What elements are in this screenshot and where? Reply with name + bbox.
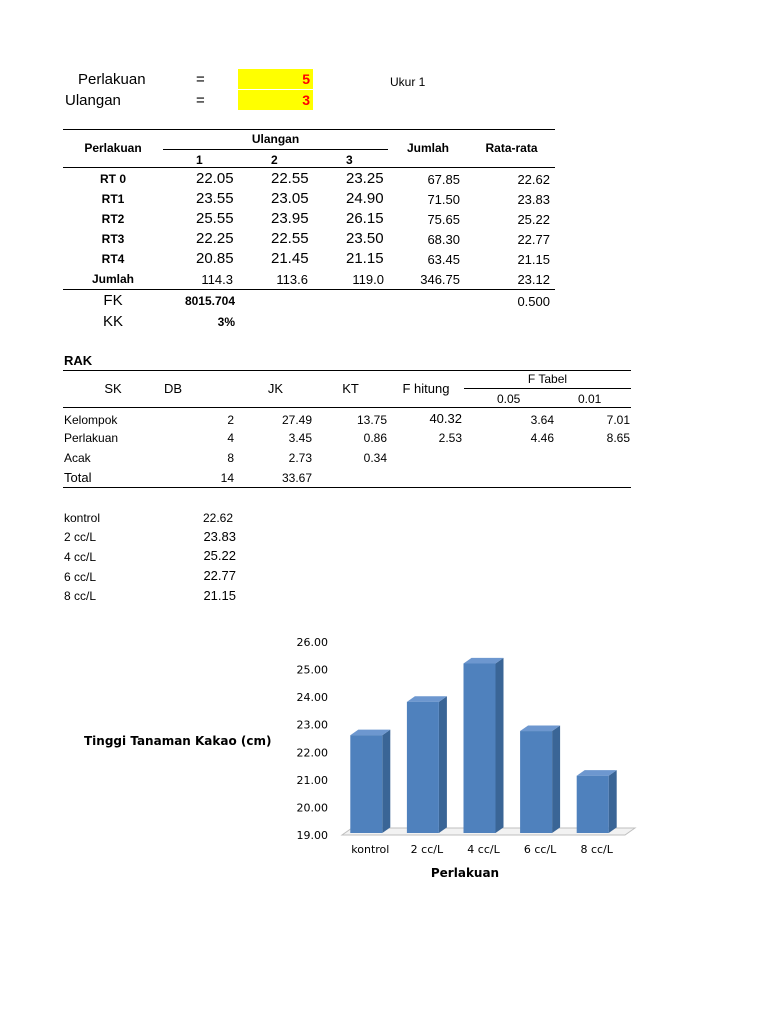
- cell-rata-rata: 25.22: [517, 212, 550, 227]
- summary-label: 6 cc/L: [64, 570, 97, 584]
- cell-rata-rata: 22.77: [517, 232, 550, 247]
- ulangan-underline: [163, 149, 388, 150]
- cell-u3: 23.25: [346, 170, 384, 187]
- summary-label: 2 cc/L: [64, 530, 97, 544]
- row-label: RT 0: [99, 172, 126, 186]
- cell-f001: 8.65: [606, 431, 630, 445]
- rak-bottom-border: [63, 487, 631, 488]
- bar-side: [609, 770, 617, 833]
- row-label: RT1: [101, 192, 125, 206]
- ulangan-value-cell[interactable]: [238, 90, 313, 110]
- total-u3: 119.0: [352, 272, 384, 287]
- x-tick-label: 8 cc/L: [580, 843, 613, 856]
- header-sk: SK: [104, 381, 122, 396]
- total-u2: 113.6: [276, 272, 308, 287]
- ulangan-equals: =: [196, 92, 205, 109]
- cell-db: 8: [227, 451, 234, 465]
- y-tick-label: 20.00: [296, 801, 328, 815]
- header-u1: 1: [196, 153, 203, 167]
- cell-jk: 2.73: [288, 451, 312, 465]
- cell-jk: 33.67: [281, 471, 312, 485]
- header-u3: 3: [346, 153, 353, 167]
- header-kt: KT: [342, 381, 359, 396]
- bar-chart: [280, 625, 650, 890]
- header-f005: 0.05: [497, 392, 521, 406]
- x-tick-label: 6 cc/L: [523, 843, 557, 856]
- kk-label: KK: [102, 313, 123, 330]
- cell-f005: 4.46: [530, 431, 554, 445]
- cell-u1: 22.25: [196, 230, 234, 247]
- header-rata-rata: Rata-rata: [485, 141, 538, 155]
- bar-side: [496, 658, 504, 833]
- cell-sk: Perlakuan: [64, 431, 119, 445]
- y-tick-label: 21.00: [296, 773, 328, 787]
- cell-jk: 3.45: [288, 431, 312, 445]
- total-u1: 114.3: [201, 272, 233, 287]
- cell-kt: 0.34: [363, 451, 387, 465]
- bar-side: [552, 725, 560, 833]
- total-rata-rata: 23.12: [517, 272, 550, 287]
- summary-value: 22.62: [202, 511, 233, 525]
- x-tick-label: 2 cc/L: [410, 843, 444, 856]
- row-label: RT3: [101, 232, 125, 246]
- cell-rata-rata: 22.62: [517, 172, 550, 187]
- header-jk: JK: [267, 381, 284, 396]
- header-u2: 2: [271, 153, 278, 167]
- cell-u1: 23.55: [196, 190, 234, 207]
- cell-u3: 23.50: [346, 230, 384, 247]
- cell-db: 2: [227, 413, 234, 427]
- summary-value: 23.83: [203, 529, 236, 544]
- rak-title: RAK: [64, 353, 93, 368]
- ftabel-underline: [464, 388, 631, 389]
- x-tick-label: 4 cc/L: [467, 843, 500, 856]
- bar: [464, 664, 496, 833]
- cell-f005: 3.64: [530, 413, 554, 427]
- ukur-label: Ukur 1: [390, 75, 426, 89]
- y-tick-label: 25.00: [296, 663, 328, 677]
- summary-value: 25.22: [203, 548, 236, 563]
- fk-label: FK: [103, 292, 123, 309]
- cell-jumlah: 67.85: [427, 172, 460, 187]
- perlakuan-equals: =: [196, 71, 205, 88]
- bar: [520, 731, 552, 833]
- y-tick-label: 24.00: [296, 691, 328, 705]
- rak-top-border: [63, 370, 631, 371]
- cell-sk: Total: [64, 470, 92, 485]
- cell-kt: 13.75: [356, 413, 387, 427]
- fk-value: 8015.704: [184, 294, 235, 308]
- total-jumlah: 346.75: [420, 272, 460, 287]
- bar: [577, 776, 609, 833]
- y-tick-label: 19.00: [296, 829, 328, 842]
- row-label: RT2: [101, 212, 125, 226]
- y-tick-label: 26.00: [296, 636, 328, 649]
- summary-value: 21.15: [203, 588, 236, 603]
- cell-u2: 22.55: [271, 170, 309, 187]
- table-top-border: [63, 129, 555, 130]
- x-tick-label: kontrol: [351, 843, 390, 856]
- cell-sk: Kelompok: [64, 413, 118, 427]
- header-jumlah: Jumlah: [406, 141, 449, 155]
- fk-right-value: 0.500: [517, 294, 550, 309]
- cell-jumlah: 68.30: [427, 232, 460, 247]
- rak-header-bottom: [63, 407, 631, 408]
- bar-side: [439, 696, 447, 833]
- cell-jumlah: 63.45: [427, 252, 460, 267]
- header-ulangan: Ulangan: [251, 132, 300, 146]
- chart-x-axis-title: Perlakuan: [430, 866, 500, 880]
- cell-rata-rata: 21.15: [517, 252, 550, 267]
- row-label: RT4: [101, 252, 125, 266]
- summary-label: kontrol: [64, 511, 101, 525]
- cell-jk: 27.49: [281, 413, 312, 427]
- cell-rata-rata: 23.83: [517, 192, 550, 207]
- cell-jumlah: 75.65: [427, 212, 460, 227]
- cell-u3: 26.15: [346, 210, 384, 227]
- ulangan-value: 3: [302, 92, 310, 108]
- total-label: Jumlah: [91, 272, 134, 286]
- cell-u2: 23.95: [271, 210, 309, 227]
- cell-f001: 7.01: [606, 413, 630, 427]
- summary-label: 8 cc/L: [64, 589, 97, 603]
- header-db: DB: [164, 381, 183, 396]
- perlakuan-value-cell[interactable]: [238, 69, 313, 89]
- cell-u3: 24.90: [346, 190, 384, 207]
- cell-kt: 0.86: [363, 431, 387, 445]
- header-bottom-border: [63, 167, 555, 168]
- bar: [350, 735, 382, 833]
- cell-jumlah: 71.50: [427, 192, 460, 207]
- cell-u2: 23.05: [271, 190, 309, 207]
- bar-side: [382, 730, 390, 833]
- total-bottom-border: [63, 289, 555, 290]
- cell-f-hitung: 2.53: [438, 431, 462, 445]
- header-f001: 0.01: [578, 392, 602, 406]
- cell-f-hitung: 40.32: [429, 411, 462, 426]
- kk-value: 3%: [217, 315, 235, 329]
- cell-sk: Acak: [64, 451, 91, 465]
- chart-y-axis-title: Tinggi Tanaman Kakao (cm): [84, 734, 272, 748]
- cell-u1: 25.55: [196, 210, 234, 227]
- summary-value: 22.77: [203, 568, 236, 583]
- cell-db: 14: [220, 471, 234, 485]
- perlakuan-label: Perlakuan: [78, 71, 146, 88]
- header-f-hitung: F hitung: [402, 381, 450, 396]
- cell-u3: 21.15: [346, 250, 384, 267]
- summary-label: 4 cc/L: [64, 550, 97, 564]
- ulangan-label: Ulangan: [65, 92, 121, 109]
- header-perlakuan: Perlakuan: [84, 141, 142, 155]
- cell-u1: 20.85: [196, 250, 234, 267]
- header-f-tabel: F Tabel: [527, 372, 568, 386]
- cell-db: 4: [227, 431, 234, 445]
- y-tick-label: 22.00: [296, 746, 328, 760]
- cell-u1: 22.05: [196, 170, 234, 187]
- cell-u2: 22.55: [271, 230, 309, 247]
- cell-u2: 21.45: [271, 250, 309, 267]
- perlakuan-value: 5: [302, 71, 310, 87]
- bar: [407, 702, 439, 833]
- y-tick-label: 23.00: [296, 718, 328, 732]
